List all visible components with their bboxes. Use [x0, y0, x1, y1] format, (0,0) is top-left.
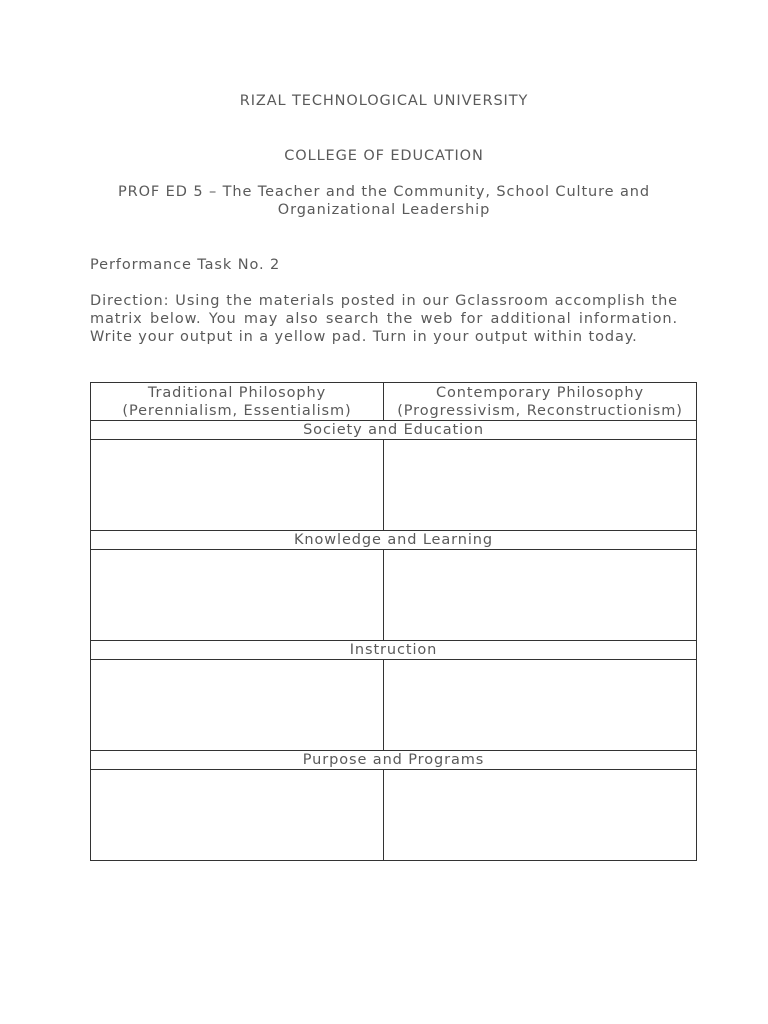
- blank-cell-contemporary: [384, 550, 697, 641]
- section-label: Purpose and Programs: [91, 751, 697, 770]
- blank-cell-contemporary: [384, 660, 697, 751]
- section-label: Knowledge and Learning: [91, 531, 697, 550]
- section-row-purpose-programs: [91, 751, 697, 770]
- column-header-subtitle: (Progressivism, Reconstructionism): [397, 402, 683, 419]
- section-row-society-education: [91, 421, 697, 440]
- course-title-line-1: PROF ED 5 – The Teacher and the Community, School Culture and: [118, 184, 650, 200]
- task-title: Performance Task No. 2: [90, 257, 281, 273]
- task-direction: Direction: Using the materials posted in our Gclassroom accomplish the matrix below. You may also search the web for additional information. Write your output in a yellow pad. Turn in your output within today.: [90, 293, 678, 345]
- column-header-title: Contemporary Philosophy: [436, 384, 644, 401]
- philosophy-matrix: [90, 382, 697, 861]
- column-header-traditional: [91, 383, 384, 421]
- section-label: Instruction: [91, 641, 697, 660]
- blank-cell-traditional: [91, 660, 384, 751]
- section-row-knowledge-learning: [91, 531, 697, 550]
- blank-cell-traditional: [91, 550, 384, 641]
- blank-cell-contemporary: [384, 770, 697, 861]
- blank-cell-contemporary: [384, 440, 697, 531]
- course-title-line-2: Organizational Leadership: [277, 202, 491, 218]
- column-header-subtitle: (Perennialism, Essentialism): [122, 402, 352, 419]
- blank-answer-row: [91, 770, 697, 861]
- column-header-contemporary: [384, 383, 697, 421]
- blank-answer-row: [91, 440, 697, 531]
- blank-cell-traditional: [91, 770, 384, 861]
- matrix-header-row: [91, 383, 697, 421]
- blank-cell-traditional: [91, 440, 384, 531]
- section-row-instruction: [91, 641, 697, 660]
- blank-answer-row: [91, 550, 697, 641]
- university-name: RIZAL TECHNOLOGICAL UNIVERSITY: [239, 93, 529, 109]
- college-name: COLLEGE OF EDUCATION: [284, 148, 484, 164]
- blank-answer-row: [91, 660, 697, 751]
- course-title: [90, 183, 678, 219]
- section-label: Society and Education: [91, 421, 697, 440]
- column-header-title: Traditional Philosophy: [147, 384, 327, 401]
